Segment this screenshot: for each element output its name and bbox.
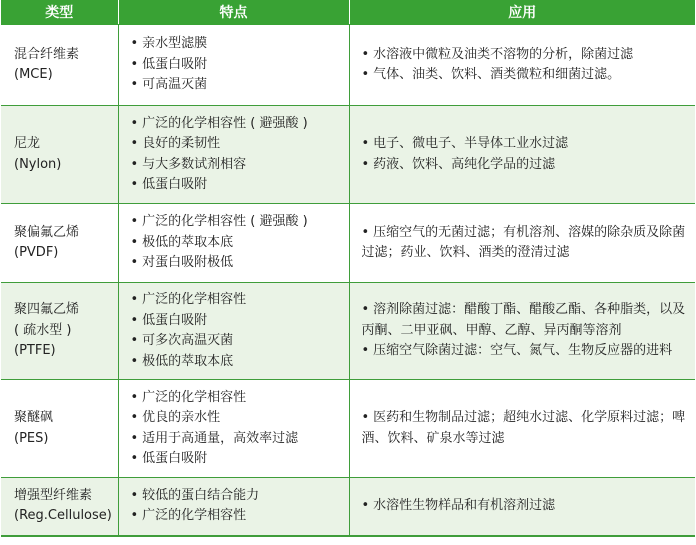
header-type: 类型 <box>1 0 118 25</box>
features-cell <box>118 380 349 478</box>
applications-cell <box>349 204 695 283</box>
applications-cell <box>349 380 695 478</box>
feature-item: • 广泛的化学相容性 <box>131 290 343 311</box>
feature-item: • 较低的蛋白结合能力 <box>131 486 343 507</box>
feature-item: • 广泛的化学相容性 <box>131 388 343 409</box>
feature-item: • 适用于高通量，高效率过滤 <box>131 429 343 450</box>
application-item: • 压缩空气除菌过滤：空气、氮气、生物反应器的进料 <box>362 341 690 362</box>
membrane-type-cell <box>1 106 118 204</box>
application-item: • 溶剂除菌过滤：醋酸丁酯、醋酸乙酯、各种脂类，以及丙酮、二甲亚砜、甲醇、乙醇、异丙酮等溶剂 <box>362 300 690 341</box>
feature-item: • 良好的柔韧性 <box>131 134 343 155</box>
feature-item: • 低蛋白吸附 <box>131 449 343 470</box>
header-features: 特点 <box>118 0 349 25</box>
feature-item: • 极低的萃取本底 <box>131 233 343 254</box>
table-header-row <box>1 0 695 25</box>
membrane-type-cell <box>1 204 118 283</box>
application-item: • 水溶液中微粒及油类不溶物的分析，除菌过滤 <box>362 45 690 66</box>
feature-item: • 亲水型滤膜 <box>131 34 343 55</box>
application-item: • 医药和生物制品过滤；超纯水过滤、化学原料过滤；啤酒、饮料、矿泉水等过滤 <box>362 408 690 449</box>
table-row-nylon <box>1 106 695 204</box>
membrane-code: (Nylon) <box>14 156 62 172</box>
membrane-type-cell <box>1 283 118 380</box>
membrane-name: 尼龙 <box>14 136 41 151</box>
applications-cell <box>349 283 695 380</box>
features-cell <box>118 283 349 380</box>
membrane-spec-table <box>1 0 695 537</box>
table-row-pes <box>1 380 695 478</box>
table-row-reg-cellulose <box>1 478 695 536</box>
membrane-subtype: ( 疏水型 ) <box>14 322 72 338</box>
application-item: • 气体、油类、饮料、酒类微粒和细菌过滤。 <box>362 65 690 86</box>
feature-item: • 对蛋白吸附极低 <box>131 253 343 274</box>
feature-item: • 可高温灭菌 <box>131 75 343 96</box>
membrane-name: 聚醚砜 <box>14 410 54 425</box>
application-item: • 电子、微电子、半导体工业水过滤 <box>362 134 690 155</box>
membrane-name: 聚四氟乙烯 <box>14 302 80 318</box>
application-item: • 药液、饮料、高纯化学品的过滤 <box>362 155 690 176</box>
membrane-code: (PVDF) <box>14 245 59 260</box>
feature-item: • 可多次高温灭菌 <box>131 331 343 352</box>
membrane-code: (MCE) <box>14 67 53 82</box>
feature-item: • 与大多数试剂相容 <box>131 155 343 176</box>
header-applications: 应用 <box>349 0 695 25</box>
feature-item: • 广泛的化学相容性 <box>131 506 343 527</box>
membrane-type-cell <box>1 380 118 478</box>
features-cell <box>118 25 349 106</box>
applications-cell <box>349 25 695 106</box>
membrane-name: 增强型纤维素 <box>14 487 93 503</box>
feature-item: • 低蛋白吸附 <box>131 55 343 76</box>
application-item: • 压缩空气的无菌过滤；有机溶剂、溶媒的除杂质及除菌过滤；药业、饮料、酒类的澄清过滤 <box>362 223 690 264</box>
feature-item: • 低蛋白吸附 <box>131 175 343 196</box>
features-cell <box>118 106 349 204</box>
feature-item: • 低蛋白吸附 <box>131 311 343 332</box>
application-item: • 水溶性生物样品和有机溶剂过滤 <box>362 496 690 517</box>
membrane-name: 混合纤维素 <box>14 46 80 62</box>
applications-cell <box>349 106 695 204</box>
membrane-type-cell <box>1 478 118 536</box>
table-row-ptfe <box>1 283 695 380</box>
feature-item: • 广泛的化学相容性 ( 避强酸 ) <box>131 212 343 233</box>
table-row-mce <box>1 25 695 106</box>
membrane-code: (Reg.Cellulose) <box>14 508 112 524</box>
membrane-code: (PTFE) <box>14 343 56 359</box>
features-cell <box>118 204 349 283</box>
feature-item: • 优良的亲水性 <box>131 408 343 429</box>
applications-cell <box>349 478 695 536</box>
membrane-type-cell <box>1 25 118 106</box>
features-cell <box>118 478 349 536</box>
feature-item: • 广泛的化学相容性 ( 避强酸 ) <box>131 114 343 135</box>
membrane-code: (PES) <box>14 430 49 446</box>
membrane-name: 聚偏氟乙烯 <box>14 224 80 240</box>
feature-item: • 极低的萃取本底 <box>131 352 343 373</box>
table-row-pvdf <box>1 204 695 283</box>
